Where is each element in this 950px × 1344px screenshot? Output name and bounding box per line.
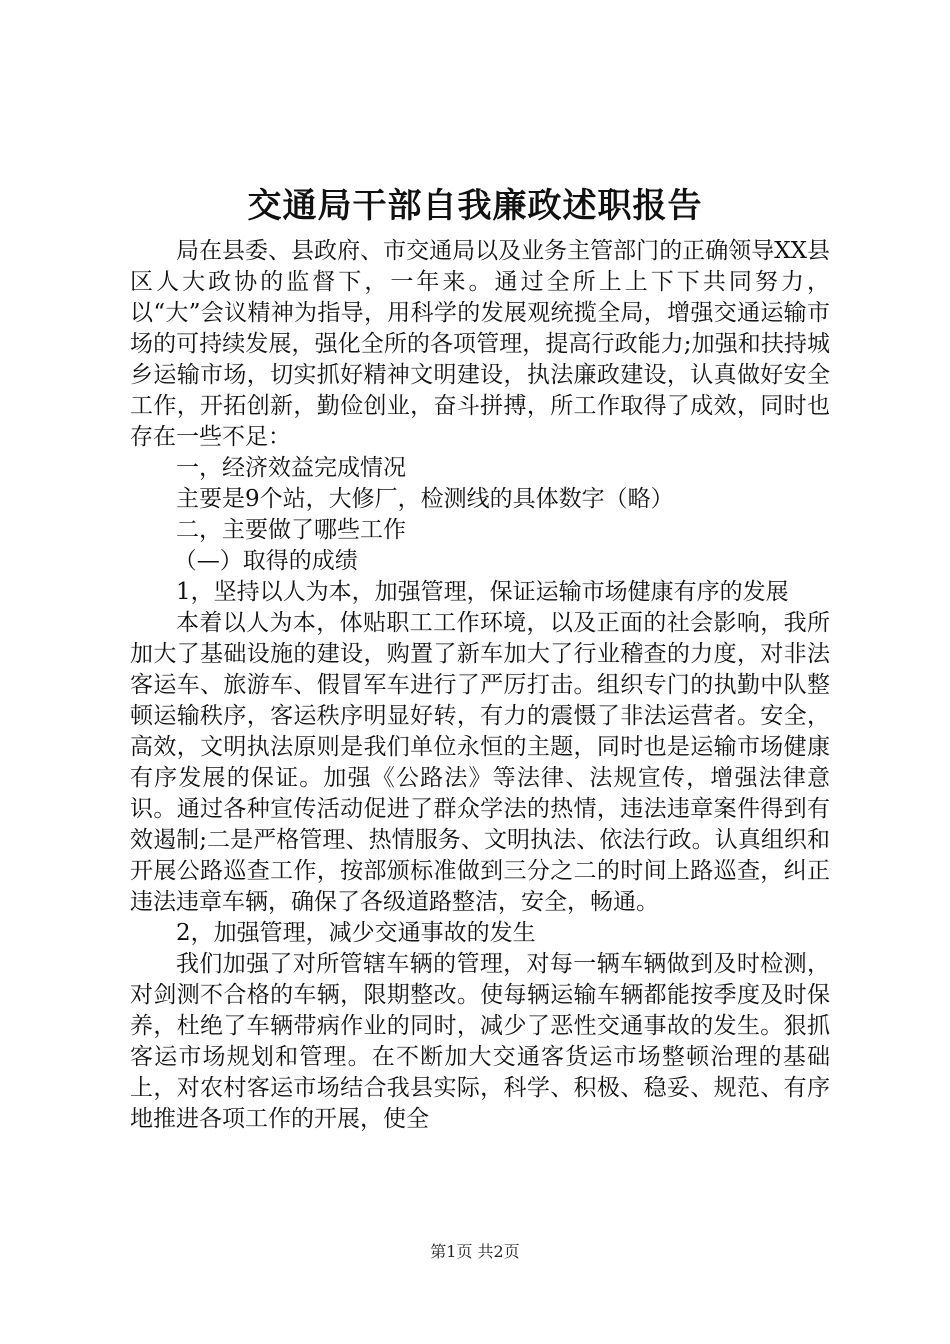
item-heading-2: 2，加强管理，减少交通事故的发生: [176, 920, 536, 946]
page-footer: 第1页 共2页: [430, 1242, 520, 1261]
document-body: [130, 236, 830, 1135]
document-title: 交通局干部自我廉政述职报告: [247, 186, 703, 226]
subsection-heading-1: （—）取得的成绩: [173, 548, 358, 574]
section-heading-2: 二，主要做了哪些工作: [176, 517, 406, 543]
item-2-paragraph: 我们加强了对所管辖车辆的管理，对每一辆车辆做到及时检测，对剑测不合格的车辆，限期整改。使每辆运输车辆都能按季度及时保养，杜绝了车辆带病作业的同时，减少了恶性交通事故的发生。狠抓客运市场规划和管理。在不断加大交通客货运市场整顿治理的基础上，对农村客运市场结合我县实际，科学、积极、稳妥、规范、有序地推进各项工作的开展，使全: [130, 951, 830, 1132]
intro-paragraph: 局在县委、县政府、市交通局以及业务主管部门的正确领导XX县区人大政协的监督下，一年来。通过全所上上下下共同努力，以“大”会议精神为指导，用科学的发展观统揽全局，增强交通运输市场的可持续发展，强化全所的各项管理，提高行政能力;加强和扶持城乡运输市场，切实抓好精神文明建设，执法廉政建设，认真做好安全工作，开拓创新，勤俭创业，奋斗拼搏，所工作取得了成效，同时也存在一些不足：: [130, 238, 830, 450]
item-heading-1: 1，坚持以人为本，加强管理，保证运输市场健康有序的发展: [176, 579, 789, 605]
section-heading-1: 一，经济效益完成情况: [176, 455, 406, 481]
item-1-paragraph: 本着以人为本，体贴职工工作环境，以及正面的社会影响，我所加大了基础设施的建设，购置了新车加大了行业稽查的力度，对非法客运车、旅游车、假冒军车进行了严厉打击。组织专门的执勤中队整顿运输秩序，客运秩序明显好转，有力的震慑了非法运营者。安全，高效，文明执法原则是我们单位永恒的主题，同时也是运输市场健康有序发展的保证。加强《公路法》等法律、法规宣传，增强法律意识。通过各种宣传活动促进了群众学法的热情，违法违章案件得到有效遏制;二是严格管理、热情服务、文明执法、依法行政。认真组织和开展公路巡查工作，按部颁标准做到三分之二的时间上路巡查，纠正违法违章车辆，确保了各级道路整洁，安全，畅通。: [130, 610, 830, 915]
section-1-text: 主要是9个站，大修厂，检测线的具体数字（略）: [176, 486, 674, 512]
